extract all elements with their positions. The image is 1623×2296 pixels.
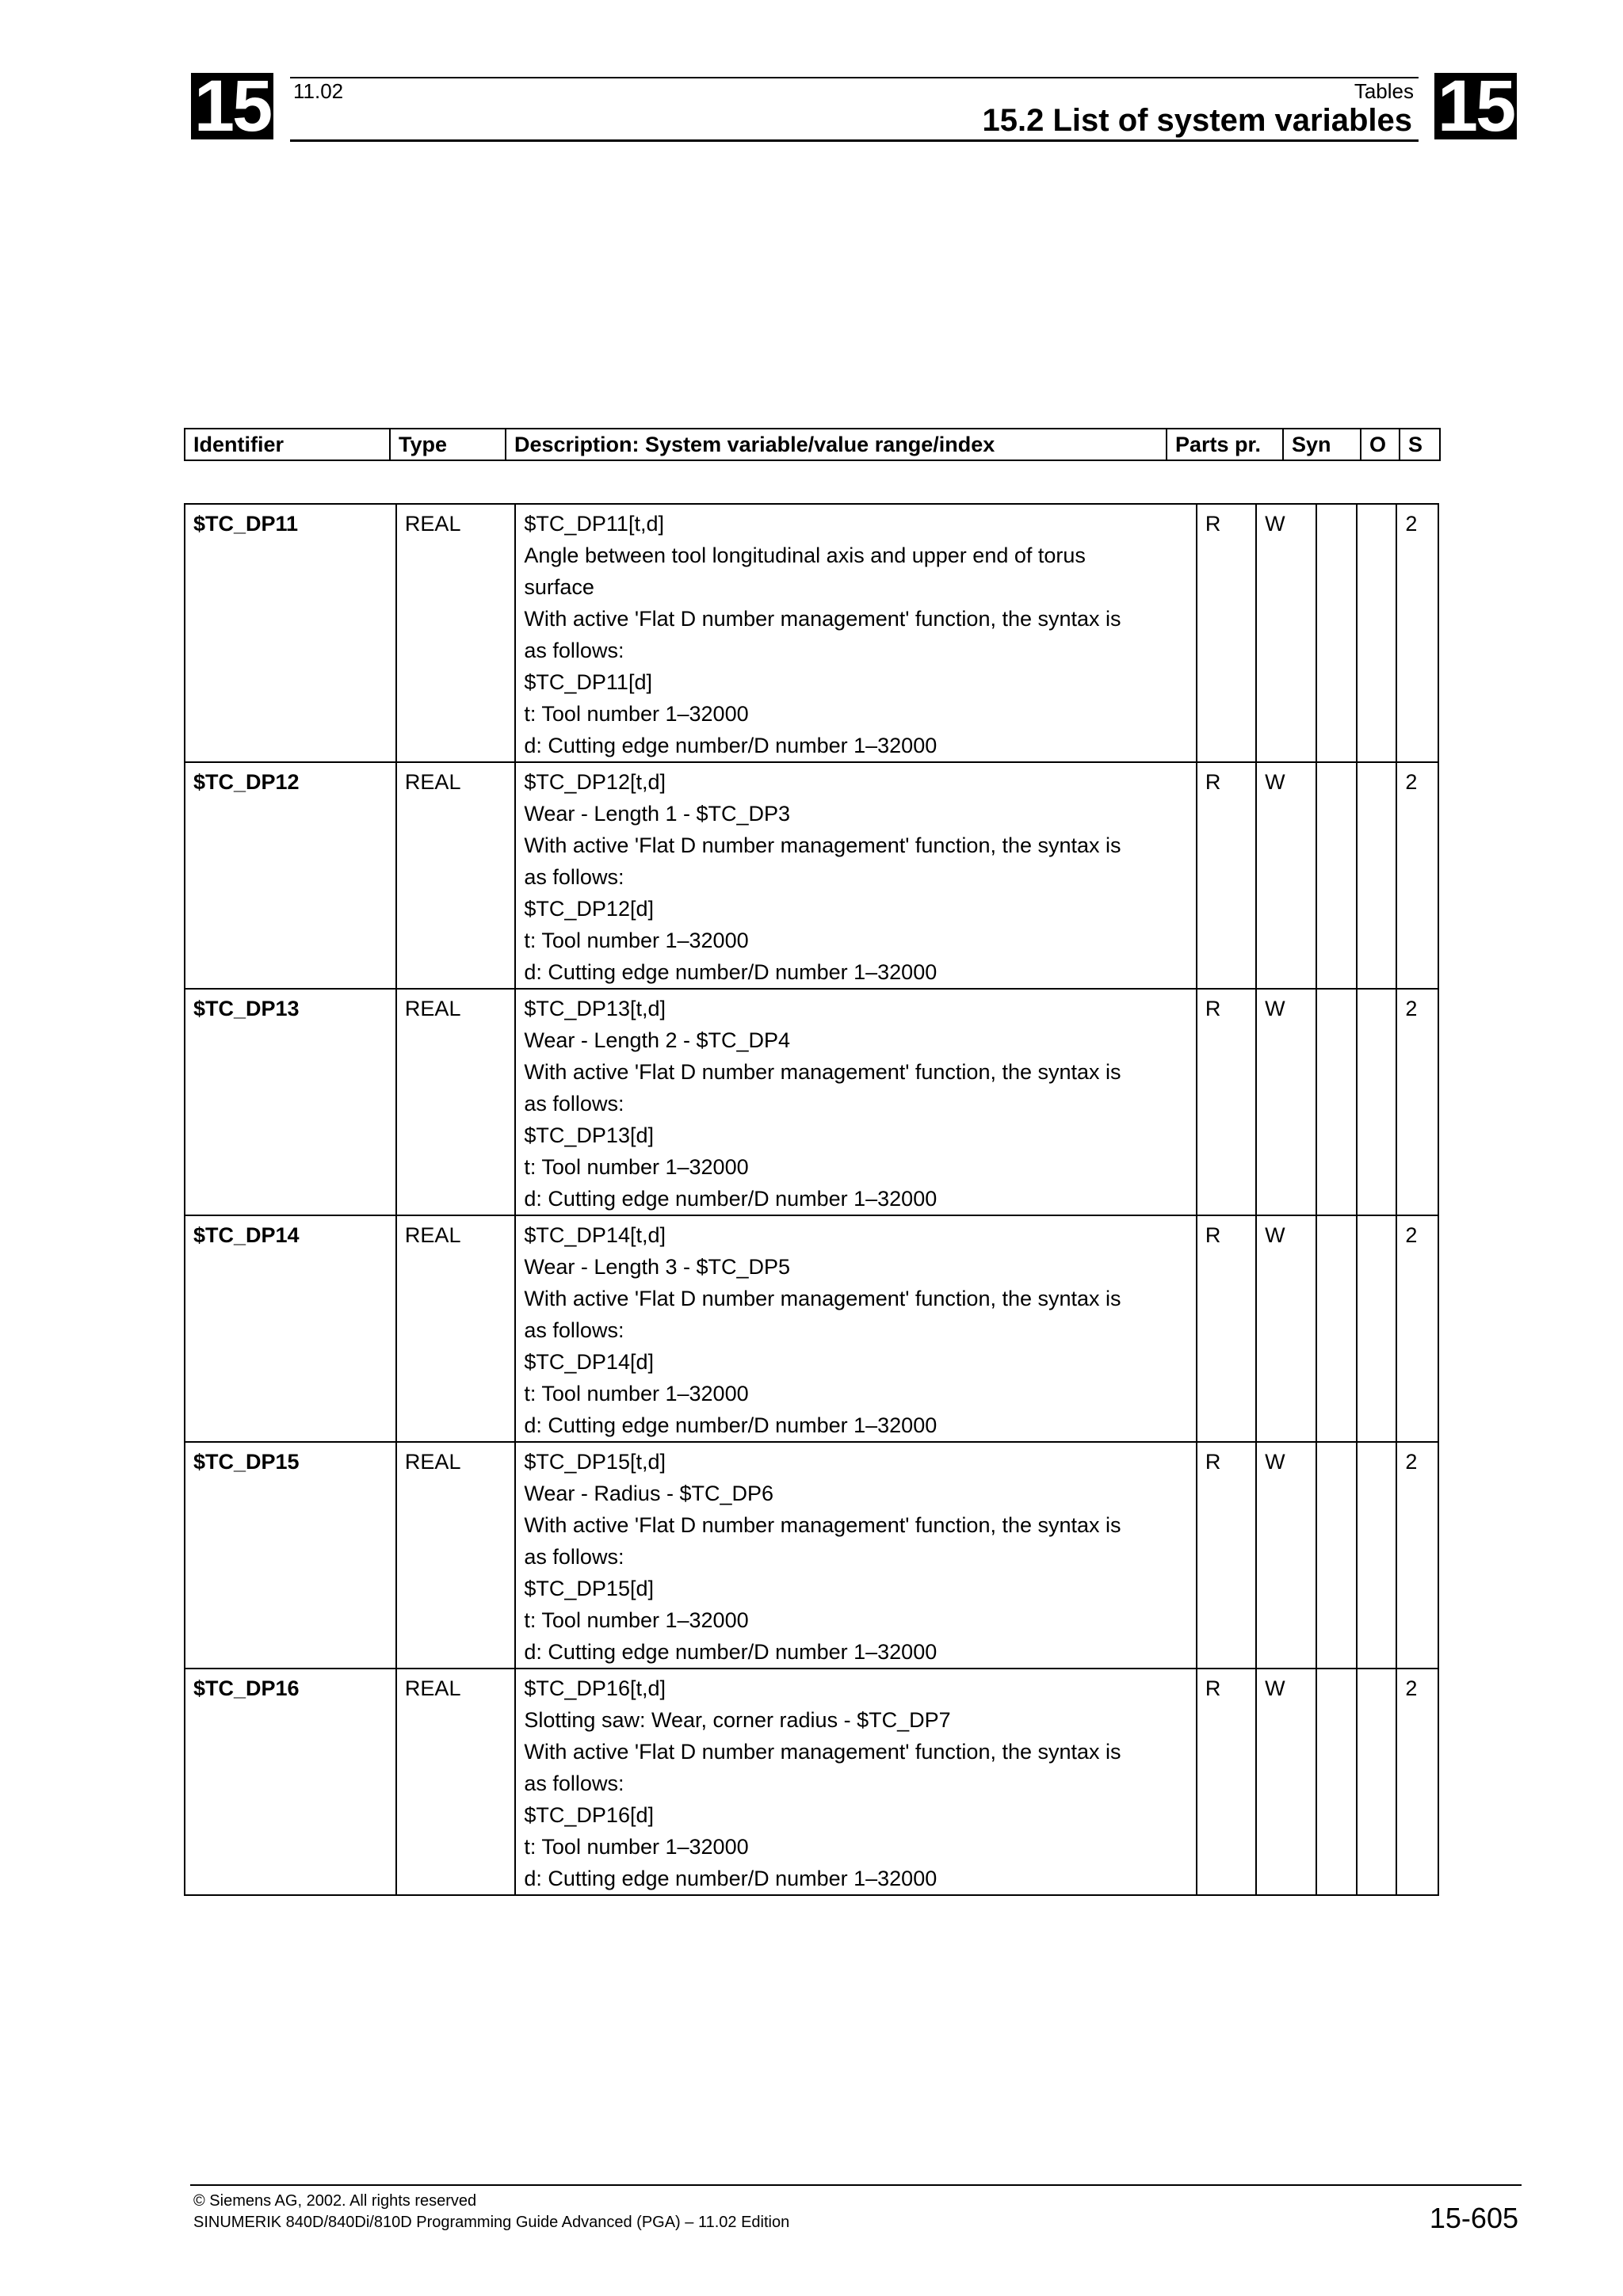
- description-line: $TC_DP14[d]: [524, 1350, 654, 1374]
- description-cell: [515, 1669, 1197, 1895]
- o-cell: [1357, 1669, 1397, 1895]
- description-line: Slotting saw: Wear, corner radius - $TC_DP7: [524, 1708, 951, 1732]
- footer-document-title: SINUMERIK 840D/840Di/810D Programming Guide Advanced (PGA) – 11.02 Edition: [193, 2214, 790, 2231]
- syn-cell: [1316, 989, 1357, 1215]
- type-cell: REAL: [396, 762, 515, 989]
- description-line: d: Cutting edge number/D number 1–32000: [524, 960, 938, 984]
- s-cell: 2: [1396, 1669, 1438, 1895]
- write-cell: W: [1256, 1669, 1316, 1895]
- description-line: d: Cutting edge number/D number 1–32000: [524, 1413, 938, 1437]
- description-cell: [515, 989, 1197, 1215]
- column-header-table: [184, 428, 1441, 461]
- col-header-o: O: [1361, 429, 1400, 460]
- description-line: $TC_DP13[d]: [524, 1123, 654, 1147]
- description-line: $TC_DP11[d]: [524, 670, 652, 694]
- description-line: Wear - Length 1 - $TC_DP3: [524, 802, 791, 826]
- description-line: With active 'Flat D number management' function, the syntax is: [524, 833, 1121, 857]
- description-line: $TC_DP12[t,d]: [524, 770, 666, 794]
- header-bottom-rule: [290, 139, 1419, 142]
- chapter-number-box-right: 15: [1434, 73, 1517, 139]
- s-cell: 2: [1396, 762, 1438, 989]
- header-top-rule: [290, 77, 1419, 78]
- syn-cell: [1316, 1669, 1357, 1895]
- read-cell: R: [1197, 1442, 1256, 1669]
- description-line: as follows:: [524, 865, 624, 889]
- type-cell: REAL: [396, 1669, 515, 1895]
- table-row: [185, 989, 1438, 1215]
- col-header-syn: Syn: [1283, 429, 1361, 460]
- header-section-title: 15.2 List of system variables: [982, 103, 1412, 138]
- col-header-parts-pr: Parts pr.: [1167, 429, 1283, 460]
- description-line: Wear - Radius - $TC_DP6: [524, 1482, 773, 1505]
- read-cell: R: [1197, 989, 1256, 1215]
- s-cell: 2: [1396, 1442, 1438, 1669]
- description-line: Angle between tool longitudinal axis and upper end of torus: [524, 543, 1086, 567]
- header-date: 11.02: [293, 79, 344, 103]
- syn-cell: [1316, 762, 1357, 989]
- description-line: d: Cutting edge number/D number 1–32000: [524, 734, 938, 757]
- description-line: $TC_DP16[d]: [524, 1803, 654, 1827]
- header-chapter-title: Tables: [1354, 79, 1414, 103]
- o-cell: [1357, 1442, 1397, 1669]
- description-cell: [515, 1215, 1197, 1442]
- description-line: $TC_DP12[d]: [524, 897, 654, 921]
- table-row: [185, 1669, 1438, 1895]
- identifier-cell: $TC_DP12: [185, 762, 396, 989]
- description-line: t: Tool number 1–32000: [524, 929, 749, 952]
- table-row: [185, 1215, 1438, 1442]
- description-line: as follows:: [524, 1092, 624, 1116]
- description-line: Wear - Length 2 - $TC_DP4: [524, 1028, 791, 1052]
- description-line: t: Tool number 1–32000: [524, 1608, 749, 1632]
- description-line: t: Tool number 1–32000: [524, 702, 749, 726]
- description-line: Wear - Length 3 - $TC_DP5: [524, 1255, 791, 1279]
- description-line: With active 'Flat D number management' function, the syntax is: [524, 1060, 1121, 1084]
- read-cell: R: [1197, 504, 1256, 762]
- column-header-row: [185, 429, 1440, 460]
- identifier-cell: $TC_DP16: [185, 1669, 396, 1895]
- o-cell: [1357, 1215, 1397, 1442]
- description-line: as follows:: [524, 639, 624, 662]
- type-cell: REAL: [396, 504, 515, 762]
- description-line: d: Cutting edge number/D number 1–32000: [524, 1867, 938, 1890]
- read-cell: R: [1197, 1669, 1256, 1895]
- footer-rule: [190, 2184, 1522, 2186]
- description-line: With active 'Flat D number management' function, the syntax is: [524, 1740, 1121, 1764]
- type-cell: REAL: [396, 1442, 515, 1669]
- syn-cell: [1316, 504, 1357, 762]
- description-cell: [515, 762, 1197, 989]
- description-line: as follows:: [524, 1545, 624, 1569]
- description-line: d: Cutting edge number/D number 1–32000: [524, 1187, 938, 1211]
- write-cell: W: [1256, 504, 1316, 762]
- o-cell: [1357, 762, 1397, 989]
- col-header-description: Description: System variable/value range/index: [506, 429, 1167, 460]
- col-header-identifier: Identifier: [185, 429, 390, 460]
- description-line: $TC_DP11[t,d]: [524, 512, 664, 536]
- description-line: With active 'Flat D number management' function, the syntax is: [524, 607, 1121, 631]
- s-cell: 2: [1396, 989, 1438, 1215]
- system-variables-table: [184, 503, 1439, 1896]
- o-cell: [1357, 989, 1397, 1215]
- description-cell: [515, 1442, 1197, 1669]
- description-line: $TC_DP13[t,d]: [524, 997, 666, 1020]
- identifier-cell: $TC_DP15: [185, 1442, 396, 1669]
- description-line: d: Cutting edge number/D number 1–32000: [524, 1640, 938, 1664]
- description-line: as follows:: [524, 1318, 624, 1342]
- syn-cell: [1316, 1215, 1357, 1442]
- description-line: as follows:: [524, 1772, 624, 1795]
- identifier-cell: $TC_DP13: [185, 989, 396, 1215]
- description-line: $TC_DP14[t,d]: [524, 1223, 666, 1247]
- read-cell: R: [1197, 762, 1256, 989]
- description-line: t: Tool number 1–32000: [524, 1835, 749, 1859]
- col-header-type: Type: [390, 429, 506, 460]
- read-cell: R: [1197, 1215, 1256, 1442]
- write-cell: W: [1256, 989, 1316, 1215]
- type-cell: REAL: [396, 989, 515, 1215]
- description-line: $TC_DP16[t,d]: [524, 1676, 666, 1700]
- description-line: With active 'Flat D number management' function, the syntax is: [524, 1287, 1121, 1310]
- col-header-s: S: [1400, 429, 1440, 460]
- write-cell: W: [1256, 1442, 1316, 1669]
- description-line: With active 'Flat D number management' function, the syntax is: [524, 1513, 1121, 1537]
- description-line: $TC_DP15[d]: [524, 1577, 654, 1600]
- description-line: surface: [524, 575, 594, 599]
- s-cell: 2: [1396, 504, 1438, 762]
- table-row: [185, 762, 1438, 989]
- write-cell: W: [1256, 762, 1316, 989]
- type-cell: REAL: [396, 1215, 515, 1442]
- o-cell: [1357, 504, 1397, 762]
- description-line: t: Tool number 1–32000: [524, 1155, 749, 1179]
- footer-page-number: 15-605: [1429, 2202, 1518, 2234]
- s-cell: 2: [1396, 1215, 1438, 1442]
- table-row: [185, 1442, 1438, 1669]
- table-row: [185, 504, 1438, 762]
- footer-copyright: © Siemens AG, 2002. All rights reserved: [193, 2192, 477, 2210]
- identifier-cell: $TC_DP11: [185, 504, 396, 762]
- description-line: $TC_DP15[t,d]: [524, 1450, 666, 1474]
- description-line: t: Tool number 1–32000: [524, 1382, 749, 1405]
- syn-cell: [1316, 1442, 1357, 1669]
- identifier-cell: $TC_DP14: [185, 1215, 396, 1442]
- chapter-number-box-left: 15: [191, 73, 273, 139]
- write-cell: W: [1256, 1215, 1316, 1442]
- description-cell: [515, 504, 1197, 762]
